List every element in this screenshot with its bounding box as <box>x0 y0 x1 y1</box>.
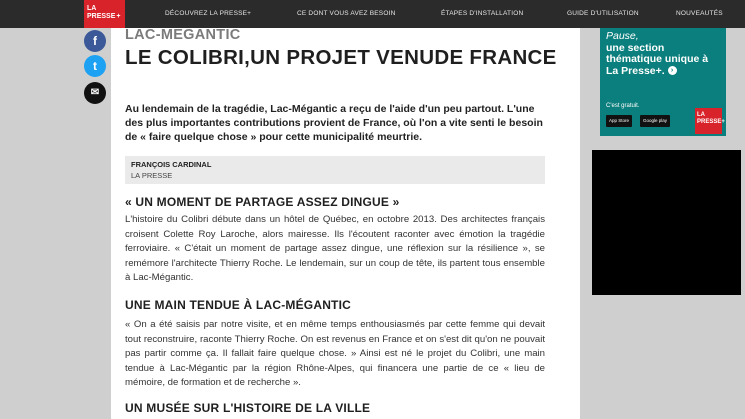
nav-item-installation[interactable]: ÉTAPES D'INSTALLATION <box>441 10 524 17</box>
subhead-main-tendue: UNE MAIN TENDUE À LAC-MÉGANTIC <box>125 298 351 312</box>
subhead-musee: UN MUSÉE SUR L'HISTOIRE DE LA VILLE <box>125 401 371 415</box>
top-navigation <box>0 0 745 28</box>
ad-free-text: C'est gratuit. <box>606 103 640 109</box>
google-play-badge[interactable]: Google play <box>640 115 670 127</box>
ad-line-1: Pause, <box>606 30 639 42</box>
nav-item-decouvrez[interactable]: DÉCOUVREZ LA PRESSE+ <box>165 10 252 17</box>
la-presse-logo[interactable] <box>84 0 125 28</box>
author-organization: LA PRESSE <box>131 171 173 180</box>
article-lead: Au lendemain de la tragédie, Lac-Mégantic a reçu de l'aide d'un peu partout. L'une des plus importantes contributions provient de France, où l'on a vite senti le besoin de « faire quelque chose » pour cette municipalité meurtrie. <box>125 103 543 143</box>
nav-item-guide[interactable]: GUIDE D'UTILISATION <box>567 10 639 17</box>
article-title: LE COLIBRI,UN PROJET VENUDE FRANCE <box>125 46 557 69</box>
ad-headline <box>606 31 716 77</box>
author-name[interactable]: FRANÇOIS CARDINAL <box>131 160 212 169</box>
ad-line-2: une section thématique unique à La Presse+. <box>606 41 709 77</box>
ad-logo: LA PRESSE+ <box>695 108 722 134</box>
facebook-icon: f <box>93 34 97 48</box>
subhead-partage: « UN MOMENT DE PARTAGE ASSEZ DINGUE » <box>125 195 400 209</box>
logo-plus: + <box>116 13 121 20</box>
app-store-badge[interactable]: App Store <box>606 115 632 127</box>
paragraph-1: L'histoire du Colibri débute dans un hôtel de Québec, en octobre 2013. Des architectes français croisent Colette Roy Laroche, alors mairesse. Ils l'écoutent raconter avec émotion la tragédie ferroviaire. « C'était un moment de partage assez dingue, une réflexion sur la résilience », se remémore l'architecte Thierry Roche. Le lendemain, sur un coup de tête, ils partent tous ensemble à Lac-Mégantic. <box>125 214 545 283</box>
arrow-right-icon: › <box>668 66 677 75</box>
nav-item-besoin[interactable]: CE DONT VOUS AVEZ BESOIN <box>297 10 396 17</box>
facebook-share-button[interactable] <box>84 30 106 52</box>
video-player[interactable] <box>592 150 741 295</box>
email-share-button[interactable] <box>84 82 106 104</box>
nav-item-nouveautes[interactable]: NOUVEAUTÉS <box>676 10 723 17</box>
logo-text: LA PRESSE <box>87 5 116 20</box>
article <box>111 28 580 419</box>
twitter-share-button[interactable] <box>84 55 106 77</box>
section-label: LAC-MÉGANTIC <box>125 28 241 43</box>
twitter-icon: t <box>93 59 97 73</box>
byline <box>125 156 545 184</box>
advertisement-banner[interactable] <box>600 28 726 136</box>
envelope-icon: ✉ <box>90 87 100 98</box>
paragraph-2: « On a été saisis par notre visite, et en même temps enthousiasmés par cette femme qui devait tout reconstruire, raconte Thierry Roche. On est revenus en France et on s'est dit qu'on ne pouvait pas partir comme ça. Il fallait faire quelque chose. » Ainsi est né le projet du Colibri, une main tendue à Lac-Mégantic par la région Rhône-Alpes, qui financera une partie de ce « lieu de mémoire, de formation et de recherche ». <box>125 319 545 388</box>
